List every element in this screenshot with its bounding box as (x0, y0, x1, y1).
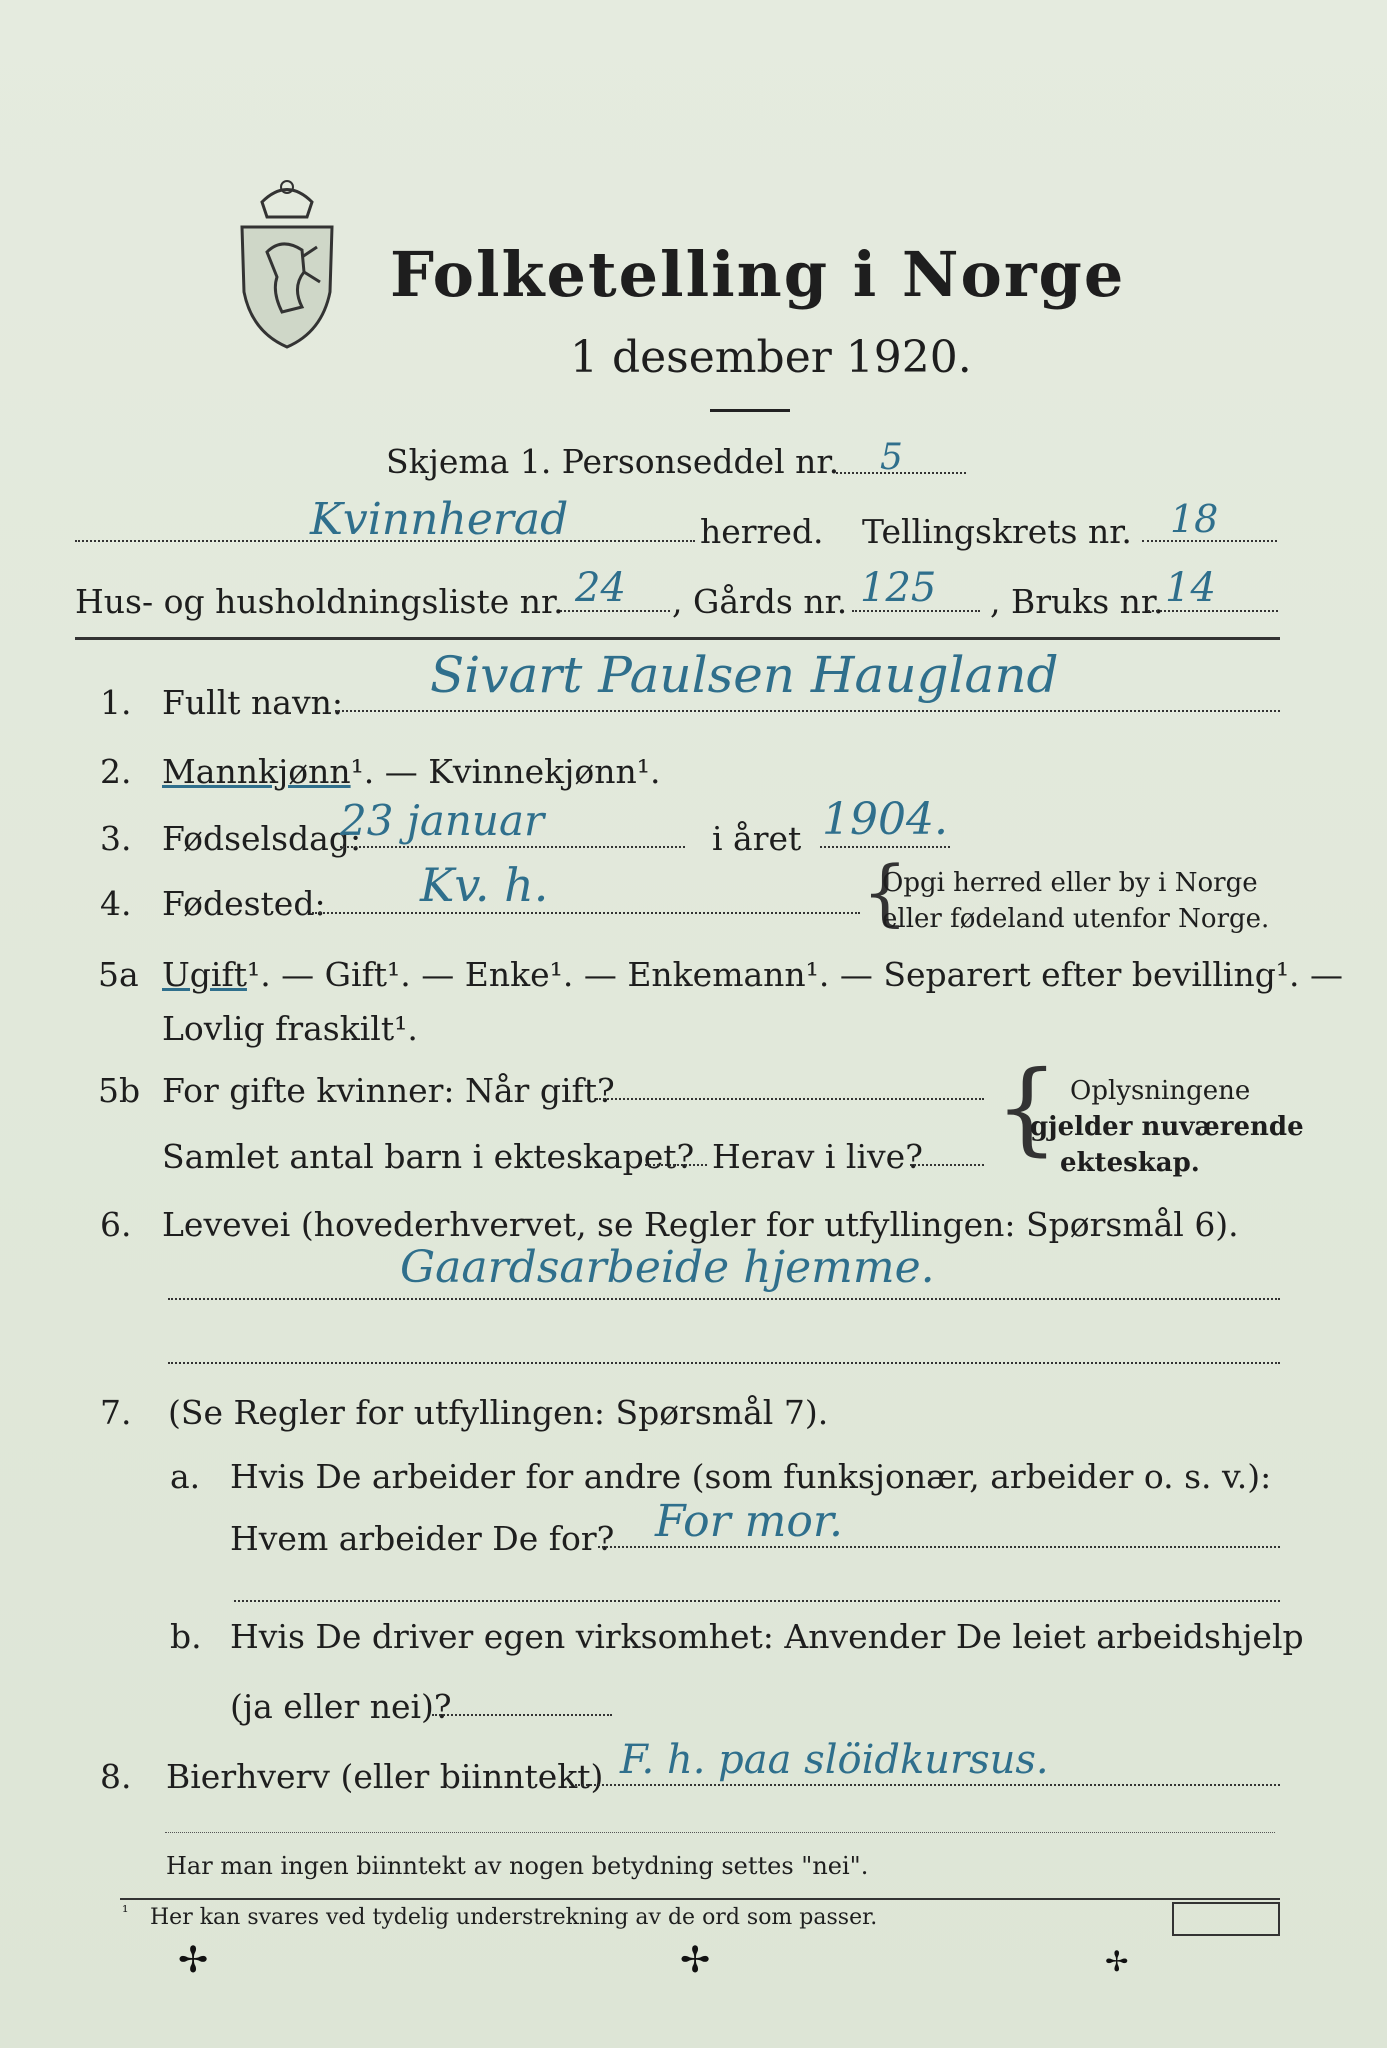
q2-female-option[interactable]: ¹. — Kvinnekjønn¹. (350, 752, 661, 791)
q7a-number: a. (170, 1457, 201, 1496)
q1-full-name-value[interactable]: Sivart Paulsen Haugland (430, 646, 1059, 704)
q5b-alive-line[interactable] (910, 1164, 984, 1166)
q5b-note-line3: ekteskap. (1060, 1148, 1200, 1178)
q3-year-line (820, 846, 950, 848)
q4-value-line (312, 912, 860, 914)
q1-value-line (335, 710, 1280, 712)
q5b-number: 5b (98, 1071, 141, 1110)
norway-coat-of-arms-icon (232, 172, 342, 352)
q4-note-line2: eller fødeland utenfor Norge. (882, 904, 1270, 934)
title-divider (710, 409, 790, 412)
hus-value[interactable]: 24 (575, 565, 626, 611)
header-divider (75, 637, 1280, 640)
q2-number: 2. (100, 752, 132, 791)
footnote-mark: ¹ (122, 1902, 129, 1921)
bruks-label: , Bruks nr. (990, 582, 1164, 621)
q5b-note-line1: Oplysningene (1070, 1076, 1251, 1106)
q5b-label3: Herav i live? (712, 1137, 923, 1176)
q7a-employer-value[interactable]: For mor. (655, 1496, 844, 1547)
q5a-number: 5a (98, 955, 139, 994)
q3-value-line (340, 846, 685, 848)
q5b-brace: { (995, 1049, 1059, 1166)
q6-value-line (168, 1298, 1280, 1300)
q5a-ugift-option[interactable]: Ugift (162, 955, 247, 994)
q5b-children-line[interactable] (645, 1164, 707, 1166)
q3-year-label: i året (712, 819, 802, 858)
q6-value-line-2[interactable] (168, 1362, 1280, 1364)
q1-label: Fullt navn: (162, 683, 343, 722)
footer-note: Har man ingen biinntekt av nogen betydning settes "nei". (166, 1852, 869, 1880)
printer-stamp (1172, 1902, 1280, 1936)
q7a-value-line-2[interactable] (234, 1600, 1280, 1602)
q4-birthplace-value[interactable]: Kv. h. (420, 858, 549, 912)
q7a-label2: Hvem arbeider De for? (230, 1519, 615, 1558)
q5a-line2[interactable]: Lovlig fraskilt¹. (162, 1009, 418, 1048)
schema-value[interactable]: 5 (880, 437, 903, 478)
q2-male-option[interactable]: Mannkjønn (162, 752, 351, 791)
q5b-label1: For gifte kvinner: Når gift? (162, 1071, 615, 1110)
form-subtitle: 1 desember 1920. (570, 332, 972, 383)
q4-brace: { (862, 850, 908, 934)
q8-value-line (575, 1784, 1280, 1786)
q7b-value-line[interactable] (432, 1714, 612, 1716)
margin-mark-right-icon: ✢ (1105, 1945, 1129, 1978)
q7b-number: b. (170, 1617, 202, 1656)
q1-number: 1. (100, 683, 132, 722)
gards-value[interactable]: 125 (860, 565, 937, 611)
q8-divider (165, 1832, 1275, 1833)
q3-number: 3. (100, 819, 132, 858)
q8-side-income-value[interactable]: F. h. paa slöidkursus. (620, 1737, 1049, 1783)
herred-value[interactable]: Kvinnherad (310, 494, 569, 545)
q7b-label2: (ja eller nei)? (230, 1687, 452, 1726)
q8-number: 8. (100, 1757, 132, 1796)
q4-label: Fødested: (162, 884, 326, 923)
tellingskrets-label: Tellingskrets nr. (862, 512, 1132, 551)
q3-label: Fødselsdag: (162, 819, 362, 858)
q7a-label: Hvis De arbeider for andre (som funksjonær, arbeider o. s. v.): (230, 1457, 1272, 1496)
q2-options (162, 752, 661, 791)
gards-label: , Gårds nr. (672, 582, 848, 621)
q5b-married-line[interactable] (596, 1098, 984, 1100)
q3-birthday-value[interactable]: 23 januar (340, 796, 545, 845)
q7b-label: Hvis De driver egen virksomhet: Anvender De leiet arbeidshjelp (230, 1617, 1304, 1656)
footnote-divider (120, 1898, 1280, 1900)
q3-year-value[interactable]: 1904. (822, 794, 948, 845)
hus-label: Hus- og husholdningsliste nr. (75, 582, 564, 621)
footnote-text: Her kan svares ved tydelig understrekning av de ord som passer. (150, 1905, 878, 1930)
tellingskrets-value[interactable]: 18 (1170, 497, 1219, 541)
q4-number: 4. (100, 884, 132, 923)
q5b-label2: Samlet antal barn i ekteskapet? (162, 1137, 695, 1176)
schema-label: Skjema 1. Personseddel nr. (386, 442, 840, 481)
q8-label: Bierhverv (eller biinntekt) (166, 1757, 604, 1796)
herred-label: herred. (700, 512, 824, 551)
q6-occupation-value[interactable]: Gaardsarbeide hjemme. (400, 1242, 935, 1293)
q7-number: 7. (100, 1393, 132, 1432)
q6-label: Levevei (hovederhvervet, se Regler for utfyllingen: Spørsmål 6). (162, 1205, 1239, 1244)
form-title: Folketelling i Norge (390, 238, 1126, 311)
q6-number: 6. (100, 1205, 132, 1244)
q5b-note-line2: gjelder nuværende (1030, 1112, 1304, 1142)
margin-mark-left-icon: ✢ (178, 1940, 209, 1981)
q4-note-line1: Opgi herred eller by i Norge (882, 868, 1258, 898)
q5a-options (162, 955, 1344, 994)
margin-mark-center-icon: ✢ (680, 1940, 711, 1981)
q5a-other-options[interactable]: ¹. — Gift¹. — Enke¹. — Enkemann¹. — Separert efter bevilling¹. — (246, 955, 1344, 994)
q7-label: (Se Regler for utfyllingen: Spørsmål 7). (168, 1393, 829, 1432)
bruks-value[interactable]: 14 (1165, 565, 1216, 611)
